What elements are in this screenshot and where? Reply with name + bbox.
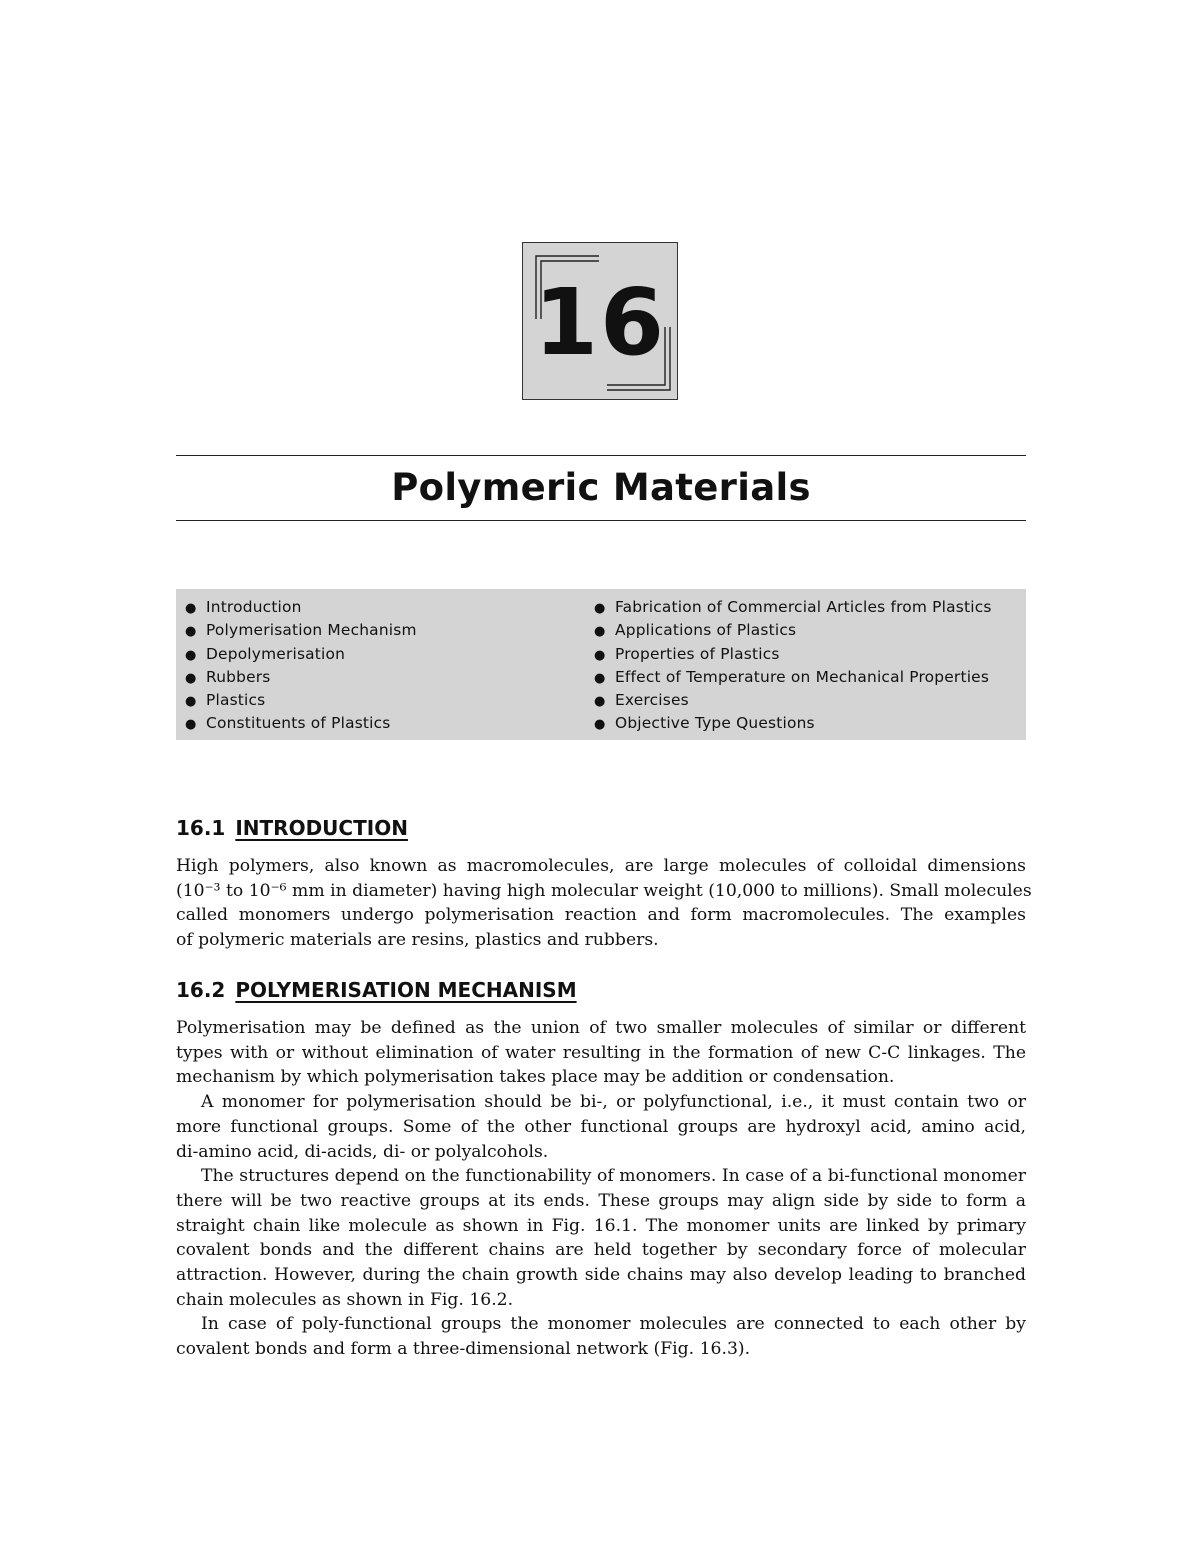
text-line: High polymers, also known as macromolecules, are large molecules of colloidal dimensions [176, 856, 1026, 876]
text-line: there will be two reactive groups at its ends. These groups may align side by side to form a [176, 1190, 1026, 1211]
contents-item: ● Fabrication of Commercial Articles from Plastics [594, 596, 992, 619]
contents-list-right [594, 596, 992, 736]
bullet-icon: ● [594, 601, 606, 616]
corner-ornament-bottom-right [607, 327, 671, 391]
contents-item: ● Plastics [185, 689, 417, 712]
bullet-icon: ● [185, 624, 197, 640]
text-line: chain molecules as shown in Fig. 16.2. [176, 1289, 514, 1310]
bullet-icon: ● [594, 694, 606, 710]
text-line: (10⁻³ to 10⁻⁶ mm in diameter) having high molecular weight (10,000 to millions). Small molecules [176, 880, 1032, 901]
contents-item: ● Depolymerisation [185, 643, 417, 666]
section-heading-introduction [176, 814, 408, 842]
bullet-icon: ● [185, 694, 197, 710]
title-bottom-rule [176, 520, 1026, 521]
bullet-icon: ● [185, 601, 197, 616]
contents-item: ● Properties of Plastics [594, 643, 992, 666]
text-line: of polymeric materials are resins, plastics and rubbers. [176, 930, 659, 951]
paragraph [176, 1016, 1026, 1362]
text-line: Polymerisation may be defined as the union of two smaller molecules of similar or different [176, 1018, 1026, 1038]
text-line: straight chain like molecule as shown in Fig. 16.1. The monomer units are linked by primary [176, 1215, 1026, 1236]
chapter-number-box [522, 242, 678, 400]
section-title: POLYMERISATION MECHANISM [235, 978, 577, 1002]
contents-item: ● Constituents of Plastics [185, 712, 417, 735]
contents-item: ● Exercises [594, 689, 992, 712]
text-line: In case of poly-functional groups the monomer molecules are connected to each other by [201, 1314, 1026, 1335]
bullet-icon: ● [594, 717, 606, 733]
contents-item: ● Rubbers [185, 666, 417, 689]
text-line: The structures depend on the functionability of monomers. In case of a bi-functional monomer [201, 1166, 1026, 1187]
text-line: called monomers undergo polymerisation reaction and form macromolecules. The examples [176, 905, 1026, 926]
text-line: A monomer for polymerisation should be bi-, or polyfunctional, i.e., it must contain two or [201, 1092, 1026, 1113]
bullet-icon: ● [185, 717, 197, 733]
section-number: 16.2 [176, 978, 226, 1002]
contents-item: ● Applications of Plastics [594, 619, 992, 642]
chapter-title: Polymeric Materials [391, 466, 811, 509]
bullet-icon: ● [185, 647, 197, 663]
title-top-rule [176, 455, 1026, 456]
bullet-icon: ● [594, 624, 606, 640]
text-line: di-amino acid, di-acids, di- or polyalcohols. [176, 1141, 549, 1162]
text-line: more functional groups. Some of the other functional groups are hydroxyl acid, amino acid, [176, 1116, 1026, 1137]
section-number: 16.1 [176, 816, 226, 840]
text-line: covalent bonds and form a three-dimensional network (Fig. 16.3). [176, 1339, 751, 1360]
section-title: INTRODUCTION [235, 816, 408, 840]
contents-list-left [185, 596, 417, 736]
chapter-number: 16 [533, 269, 667, 376]
chapter-contents-box [176, 589, 1026, 740]
contents-item: ● Effect of Temperature on Mechanical Properties [594, 666, 992, 689]
contents-item: ● Polymerisation Mechanism [185, 619, 417, 642]
bullet-icon: ● [185, 670, 197, 686]
contents-item: ● Objective Type Questions [594, 712, 992, 735]
contents-item: ● Introduction [185, 596, 417, 619]
bullet-icon: ● [594, 647, 606, 663]
text-line: types with or without elimination of water resulting in the formation of new C-C linkages. The [176, 1042, 1026, 1063]
text-line: covalent bonds and the different chains are held together by secondary force of molecular [176, 1240, 1026, 1261]
paragraph [176, 854, 1032, 953]
text-line: mechanism by which polymerisation takes place may be addition or condensation. [176, 1067, 895, 1088]
bullet-icon: ● [594, 670, 606, 686]
section-heading-polymerisation-mechanism [176, 976, 577, 1004]
text-line: attraction. However, during the chain growth side chains may also develop leading to branched [176, 1265, 1026, 1286]
